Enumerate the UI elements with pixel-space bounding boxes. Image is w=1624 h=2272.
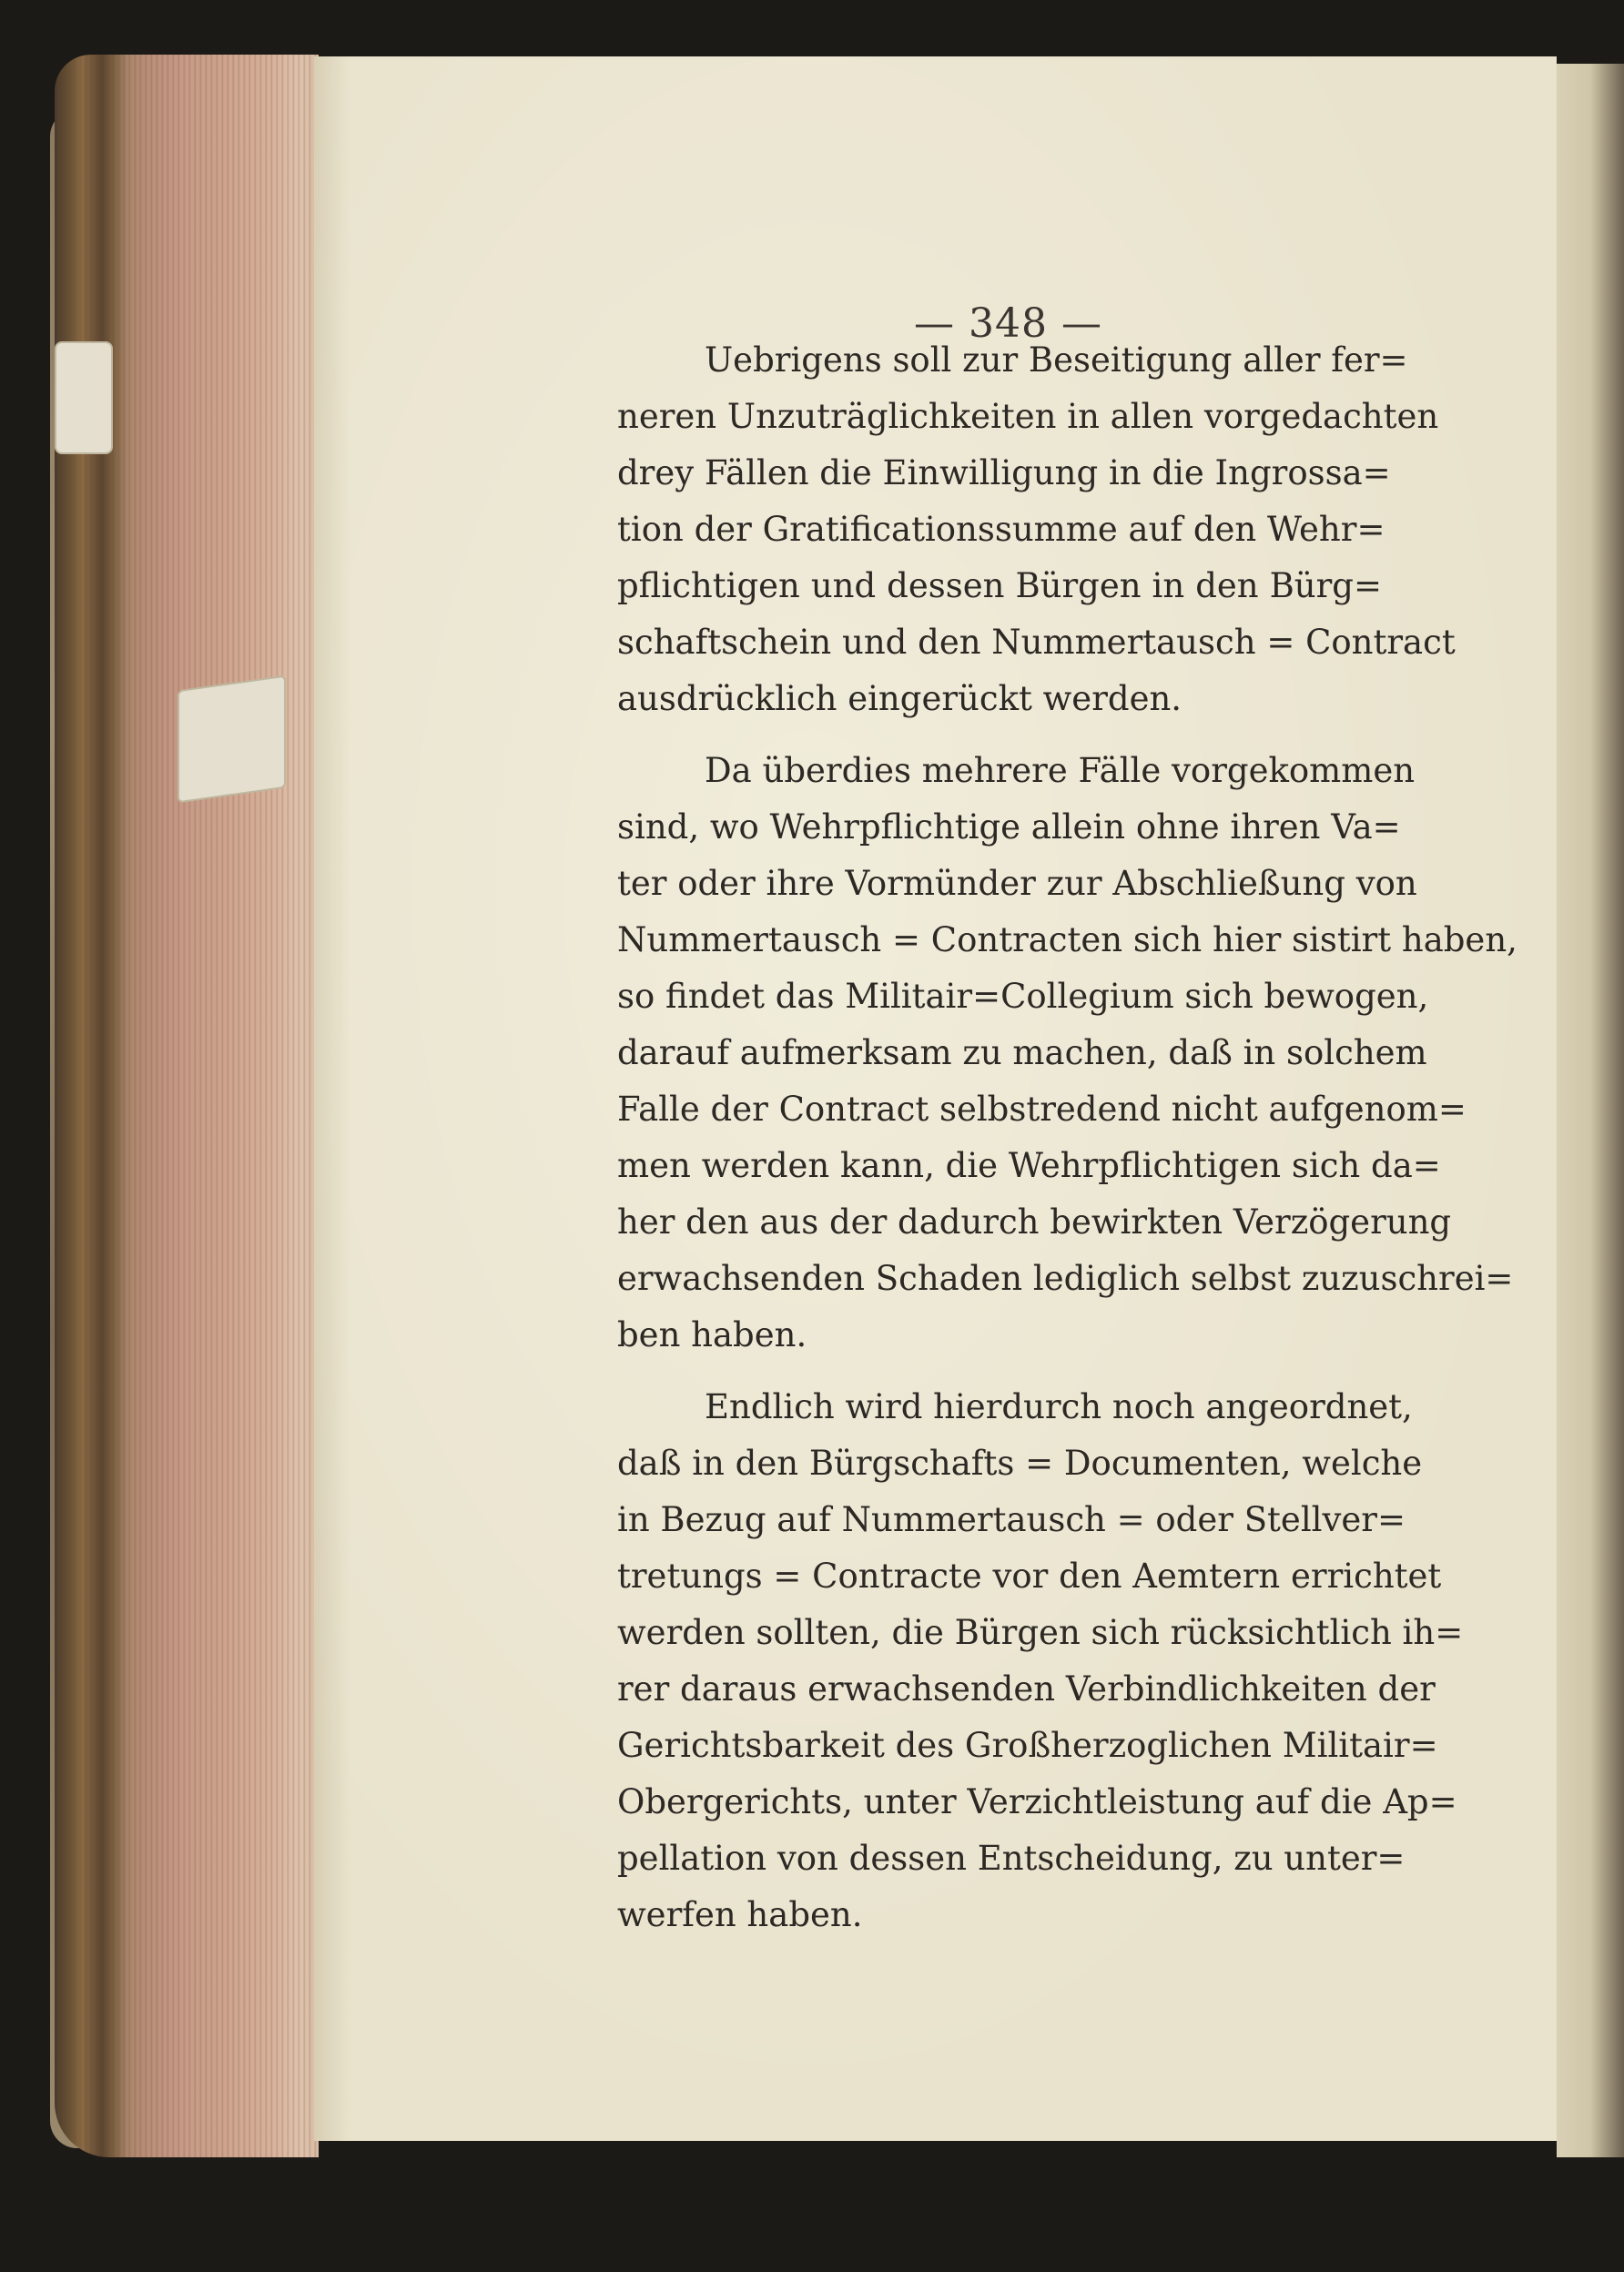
text-line: in Bezug auf Nummertausch = oder Stellver= — [617, 1500, 1406, 1539]
text-line: tion der Gratificationssumme auf den Wehr= — [617, 510, 1385, 549]
paper-tab-middle — [178, 675, 286, 804]
text-line: her den aus der dadurch bewirkten Verzögerung — [617, 1202, 1452, 1242]
text-line: ausdrücklich eingerückt werden. — [617, 679, 1182, 718]
text-line: erwachsenden Schaden lediglich selbst zuzuschrei= — [617, 1259, 1514, 1298]
paper-tab-top — [55, 341, 113, 454]
text-line: werden sollten, die Bürgen sich rücksichtlich ih= — [617, 1613, 1464, 1652]
text-line: Falle der Contract selbstredend nicht aufgenom= — [617, 1090, 1467, 1129]
text-line: werfen haben. — [617, 1895, 863, 1934]
text-line: rer daraus erwachsenden Verbindlichkeiten der — [617, 1669, 1436, 1709]
text-line: Nummertausch = Contracten sich hier sistirt haben, — [617, 920, 1517, 959]
text-line: darauf aufmerksam zu machen, daß in solchem — [617, 1033, 1427, 1072]
text-line: schaftschein und den Nummertausch = Contract — [617, 623, 1456, 662]
paragraph-1 — [617, 332, 1456, 727]
text-line: Endlich wird hierdurch noch angeordnet, — [705, 1387, 1413, 1426]
text-line: tretungs = Contracte vor den Aemtern errichtet — [617, 1557, 1442, 1596]
text-line: neren Unzuträglichkeiten in allen vorgedachten — [617, 397, 1439, 436]
text-line: men werden kann, die Wehrpflichtigen sich da= — [617, 1146, 1441, 1185]
paragraph-3 — [617, 1379, 1464, 1943]
text-line: ben haben. — [617, 1315, 807, 1354]
text-line: Da überdies mehrere Fälle vorgekommen — [705, 751, 1416, 790]
text-block — [617, 332, 1517, 1959]
text-line: Uebrigens soll zur Beseitigung aller fer= — [705, 340, 1408, 380]
text-line: pflichtigen und dessen Bürgen in den Bürg= — [617, 566, 1382, 605]
page-number: — 348 — — [914, 300, 1102, 347]
text-line: ter oder ihre Vormünder zur Abschließung von — [617, 864, 1417, 903]
text-line: Obergerichts, unter Verzichtleistung auf die Ap= — [617, 1782, 1457, 1821]
text-line: pellation von dessen Entscheidung, zu unter= — [617, 1839, 1406, 1878]
text-line: sind, wo Wehrpflichtige allein ohne ihren Va= — [617, 807, 1401, 847]
text-line: daß in den Bürgschafts = Documenten, welche — [617, 1444, 1423, 1483]
text-line: Gerichtsbarkeit des Großherzoglichen Militair= — [617, 1726, 1438, 1765]
text-line: drey Fällen die Einwilligung in die Ingrossa= — [617, 453, 1391, 492]
next-page-edge — [1557, 64, 1624, 2157]
paragraph-2 — [617, 743, 1517, 1364]
text-line: so findet das Militair=Collegium sich bewogen, — [617, 977, 1429, 1016]
